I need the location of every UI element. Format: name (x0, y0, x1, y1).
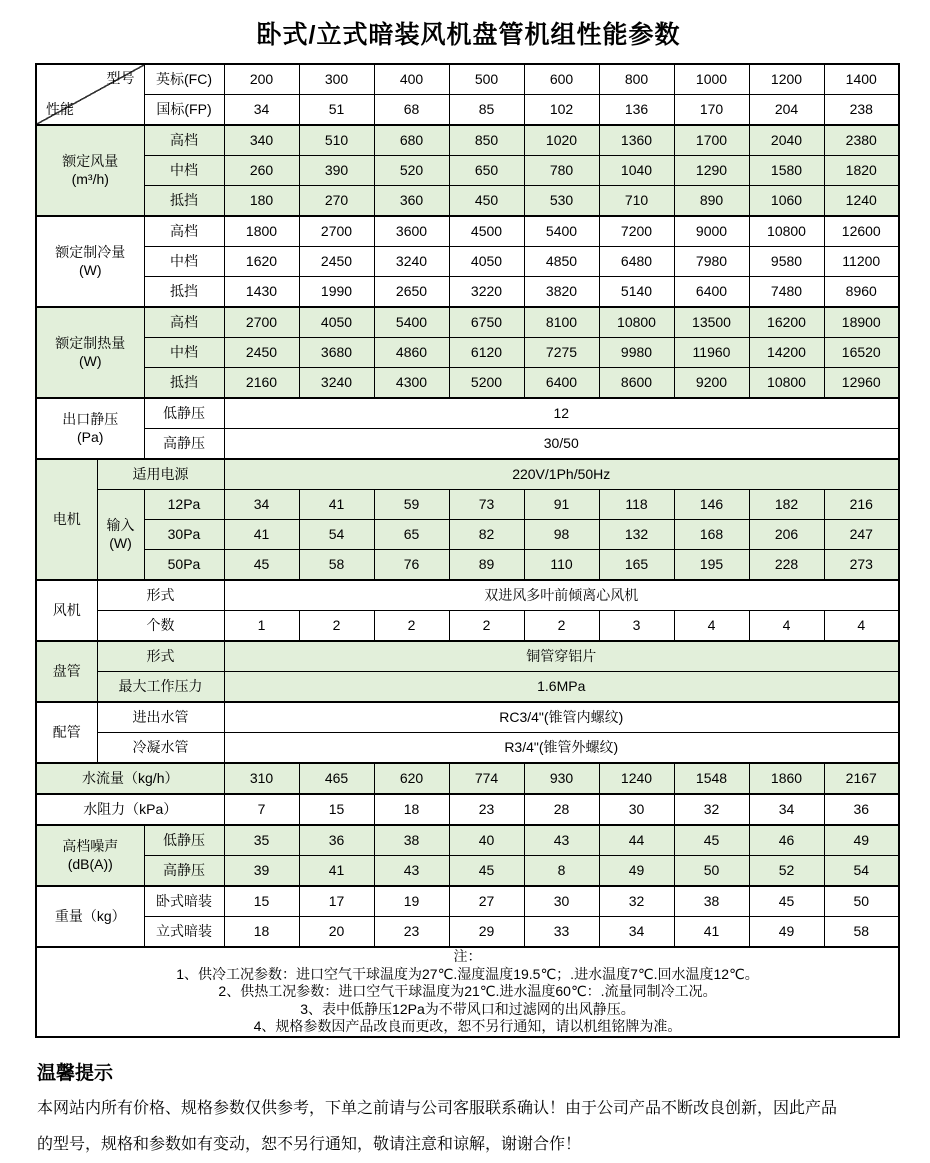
section-label-heating: 额定制热量 (W) (36, 307, 144, 398)
spec-value-cell: 1240 (824, 186, 899, 217)
spec-value-cell: 54 (824, 856, 899, 887)
spec-value-cell: 168 (674, 520, 749, 550)
spec-value-cell: 710 (599, 186, 674, 217)
spec-value-cell: 204 (749, 95, 824, 126)
spec-value-cell: 2700 (299, 216, 374, 247)
spec-value-cell: 19 (374, 886, 449, 917)
row-label: 50Pa (144, 550, 224, 581)
spec-value-cell: 8 (524, 856, 599, 887)
tip-heading: 温馨提示 (37, 1062, 114, 1084)
spec-value-cell: 1548 (674, 763, 749, 794)
spec-value-cell: 6120 (449, 338, 524, 368)
notes-cell (36, 947, 899, 1037)
spec-value-cell: 52 (749, 856, 824, 887)
section-label-water-flow: 水流量（kg/h） (36, 763, 224, 794)
spec-value-cell: 2 (299, 611, 374, 642)
spec-value-cell: 34 (749, 794, 824, 825)
row-label: 低静压 (144, 825, 224, 856)
spec-value-cell: 182 (749, 490, 824, 520)
spec-value-cell: 2 (374, 611, 449, 642)
row-label: 适用电源 (97, 459, 224, 490)
spec-value-cell: 43 (374, 856, 449, 887)
row-label: 中档 (144, 338, 224, 368)
row-label: 高档 (144, 125, 224, 156)
spec-value-cell: 9200 (674, 368, 749, 399)
spec-value-cell: 36 (299, 825, 374, 856)
spec-value-cell: 68 (374, 95, 449, 126)
spec-value-cell: 9980 (599, 338, 674, 368)
spec-value-cell: 23 (449, 794, 524, 825)
spec-value-cell: 1040 (599, 156, 674, 186)
spec-value-cell: 216 (824, 490, 899, 520)
section-label-water-resistance: 水阻力（kPa） (36, 794, 224, 825)
spec-value-cell: 49 (599, 856, 674, 887)
spec-value-cell: 2 (449, 611, 524, 642)
spec-value-cell: 40 (449, 825, 524, 856)
spec-value-cell: 9580 (749, 247, 824, 277)
section-label-cooling: 额定制冷量 (W) (36, 216, 144, 307)
spec-value-cell: 600 (524, 64, 599, 95)
spec-value-cell: 91 (524, 490, 599, 520)
spec-value-cell: 206 (749, 520, 824, 550)
spec-value-cell: 118 (599, 490, 674, 520)
section-label-piping: 配管 (36, 702, 97, 763)
spec-value-cell: 2700 (224, 307, 299, 338)
spec-value-cell: 5400 (524, 216, 599, 247)
row-label: 高静压 (144, 856, 224, 887)
spec-value-cell: 247 (824, 520, 899, 550)
spec-value-cell: 3600 (374, 216, 449, 247)
spec-value-cell: 270 (299, 186, 374, 217)
row-label: 中档 (144, 247, 224, 277)
spec-value-cell: 98 (524, 520, 599, 550)
spec-value-cell: 800 (599, 64, 674, 95)
spec-value-cell: 650 (449, 156, 524, 186)
note-line: 注： (453, 948, 482, 964)
spec-value-cell: 4860 (374, 338, 449, 368)
spec-value-cell: 1 (224, 611, 299, 642)
spec-value-cell: 73 (449, 490, 524, 520)
spec-value-cell: 2040 (749, 125, 824, 156)
note-line: 4、规格参数因产品改良而更改，恕不另行通知，请以机组铭牌为准。 (253, 1018, 682, 1034)
span-value: 1.6MPa (224, 672, 899, 703)
spec-value-cell: 1000 (674, 64, 749, 95)
spec-value-cell: 4050 (299, 307, 374, 338)
spec-value-cell: 930 (524, 763, 599, 794)
spec-value-cell: 4 (824, 611, 899, 642)
section-label-static-pressure: 出口静压 (Pa) (36, 398, 144, 459)
spec-value-cell: 1060 (749, 186, 824, 217)
spec-value-cell: 165 (599, 550, 674, 581)
span-value: 12 (224, 398, 899, 429)
spec-value-cell: 2380 (824, 125, 899, 156)
spec-value-cell: 12960 (824, 368, 899, 399)
spec-value-cell: 450 (449, 186, 524, 217)
spec-value-cell: 6400 (524, 368, 599, 399)
row-label: 30Pa (144, 520, 224, 550)
spec-value-cell: 39 (224, 856, 299, 887)
spec-value-cell: 146 (674, 490, 749, 520)
spec-value-cell: 1290 (674, 156, 749, 186)
spec-value-cell: 8600 (599, 368, 674, 399)
spec-value-cell: 27 (449, 886, 524, 917)
corner-cell (36, 64, 144, 125)
note-line: 1、供冷工况参数：进口空气干球温度为27℃.湿度温度19.5℃；.进水温度7℃.回水温度12℃。 (176, 965, 759, 982)
span-value: 30/50 (224, 429, 899, 460)
spec-value-cell: 34 (224, 490, 299, 520)
spec-value-cell: 4 (674, 611, 749, 642)
spec-value-cell: 400 (374, 64, 449, 95)
row-label: 冷凝水管 (97, 733, 224, 764)
spec-value-cell: 76 (374, 550, 449, 581)
spec-value-cell: 4500 (449, 216, 524, 247)
spec-value-cell: 15 (299, 794, 374, 825)
spec-value-cell: 30 (524, 886, 599, 917)
spec-value-cell: 5200 (449, 368, 524, 399)
spec-value-cell: 1860 (749, 763, 824, 794)
row-label: 抵挡 (144, 186, 224, 217)
corner-label-performance: 性能 (46, 100, 74, 117)
spec-value-cell: 1400 (824, 64, 899, 95)
spec-value-cell: 51 (299, 95, 374, 126)
spec-value-cell: 132 (599, 520, 674, 550)
spec-value-cell: 65 (374, 520, 449, 550)
spec-value-cell: 18 (374, 794, 449, 825)
spec-table (35, 63, 900, 1038)
spec-value-cell: 58 (824, 917, 899, 948)
spec-value-cell: 11200 (824, 247, 899, 277)
row-label: 低静压 (144, 398, 224, 429)
row-label: 个数 (97, 611, 224, 642)
spec-value-cell: 10800 (599, 307, 674, 338)
spec-value-cell: 18 (224, 917, 299, 948)
spec-value-cell: 46 (749, 825, 824, 856)
spec-value-cell: 780 (524, 156, 599, 186)
spec-value-cell: 300 (299, 64, 374, 95)
spec-value-cell: 10800 (749, 216, 824, 247)
row-label: 中档 (144, 156, 224, 186)
spec-value-cell: 1430 (224, 277, 299, 308)
spec-value-cell: 20 (299, 917, 374, 948)
spec-value-cell: 34 (599, 917, 674, 948)
spec-value-cell: 14200 (749, 338, 824, 368)
spec-value-cell: 50 (824, 886, 899, 917)
page-title: 卧式/立式暗装风机盘管机组性能参数 (256, 21, 681, 49)
section-label-weight: 重量（kg） (36, 886, 144, 947)
spec-value-cell: 3240 (299, 368, 374, 399)
spec-value-cell: 510 (299, 125, 374, 156)
span-value: 铜管穿铝片 (224, 641, 899, 672)
row-label: 进出水管 (97, 702, 224, 733)
spec-value-cell: 2450 (224, 338, 299, 368)
spec-value-cell: 102 (524, 95, 599, 126)
corner-label-model: 型号 (106, 70, 135, 86)
row-label: 高档 (144, 307, 224, 338)
spec-value-cell: 82 (449, 520, 524, 550)
spec-value-cell: 12600 (824, 216, 899, 247)
spec-value-cell: 1020 (524, 125, 599, 156)
spec-value-cell: 41 (224, 520, 299, 550)
spec-value-cell: 45 (749, 886, 824, 917)
spec-value-cell: 2160 (224, 368, 299, 399)
spec-value-cell: 360 (374, 186, 449, 217)
section-label-noise: 高档噪声 (dB(A)) (36, 825, 144, 886)
section-label-fan: 风机 (36, 580, 97, 641)
spec-value-cell: 2 (524, 611, 599, 642)
sub-label-input: 输入 (W) (97, 490, 144, 581)
spec-value-cell: 273 (824, 550, 899, 581)
spec-value-cell: 200 (224, 64, 299, 95)
page (0, 15, 902, 1163)
spec-value-cell: 3820 (524, 277, 599, 308)
spec-value-cell: 13500 (674, 307, 749, 338)
spec-value-cell: 238 (824, 95, 899, 126)
spec-value-cell: 2450 (299, 247, 374, 277)
spec-value-cell: 620 (374, 763, 449, 794)
spec-value-cell: 7275 (524, 338, 599, 368)
spec-value-cell: 1990 (299, 277, 374, 308)
row-header-fc: 英标(FC) (144, 64, 224, 95)
span-value: R3/4"(锥管外螺纹) (224, 733, 899, 764)
spec-value-cell: 41 (299, 856, 374, 887)
spec-value-cell: 890 (674, 186, 749, 217)
span-value: 双进风多叶前倾离心风机 (224, 580, 899, 611)
spec-value-cell: 49 (749, 917, 824, 948)
row-label: 最大工作压力 (97, 672, 224, 703)
section-label-motor: 电机 (36, 459, 97, 580)
spec-value-cell: 35 (224, 825, 299, 856)
spec-value-cell: 228 (749, 550, 824, 581)
spec-value-cell: 54 (299, 520, 374, 550)
row-label: 抵挡 (144, 368, 224, 399)
row-label: 卧式暗装 (144, 886, 224, 917)
spec-value-cell: 8100 (524, 307, 599, 338)
spec-value-cell: 340 (224, 125, 299, 156)
spec-value-cell: 5400 (374, 307, 449, 338)
row-label: 抵挡 (144, 277, 224, 308)
spec-value-cell: 45 (224, 550, 299, 581)
spec-value-cell: 5140 (599, 277, 674, 308)
row-label: 立式暗装 (144, 917, 224, 948)
note-line: 3、表中低静压12Pa为不带风口和过滤网的出风静压。 (300, 1000, 635, 1017)
spec-value-cell: 6400 (674, 277, 749, 308)
spec-value-cell: 1200 (749, 64, 824, 95)
section-label-airflow: 额定风量 (m³/h) (36, 125, 144, 216)
spec-value-cell: 4850 (524, 247, 599, 277)
spec-value-cell: 7200 (599, 216, 674, 247)
spec-value-cell: 1820 (824, 156, 899, 186)
spec-value-cell: 49 (824, 825, 899, 856)
span-value: 220V/1Ph/50Hz (224, 459, 899, 490)
spec-value-cell: 680 (374, 125, 449, 156)
spec-value-cell: 50 (674, 856, 749, 887)
spec-value-cell: 23 (374, 917, 449, 948)
spec-value-cell: 3 (599, 611, 674, 642)
spec-value-cell: 2167 (824, 763, 899, 794)
spec-value-cell: 17 (299, 886, 374, 917)
spec-value-cell: 38 (674, 886, 749, 917)
tip-body: 本网站内所有价格、规格参数仅供参考，下单之前请与公司客服联系确认！由于公司产品不断改良创新，因此产品的型号，规格和参数如有变动，恕不另行通知，敬请注意和谅解，谢谢合作！ (37, 1099, 838, 1153)
spec-value-cell: 11960 (674, 338, 749, 368)
spec-value-cell: 34 (224, 95, 299, 126)
spec-value-cell: 3220 (449, 277, 524, 308)
spec-value-cell: 1700 (674, 125, 749, 156)
row-label: 高静压 (144, 429, 224, 460)
spec-value-cell: 4300 (374, 368, 449, 399)
spec-value-cell: 6750 (449, 307, 524, 338)
spec-value-cell: 58 (299, 550, 374, 581)
spec-value-cell: 16200 (749, 307, 824, 338)
spec-value-cell: 36 (824, 794, 899, 825)
spec-value-cell: 310 (224, 763, 299, 794)
spec-value-cell: 41 (674, 917, 749, 948)
spec-value-cell: 2650 (374, 277, 449, 308)
spec-value-cell: 1240 (599, 763, 674, 794)
spec-value-cell: 10800 (749, 368, 824, 399)
spec-value-cell: 32 (599, 886, 674, 917)
spec-value-cell: 4 (749, 611, 824, 642)
spec-table-body (36, 64, 899, 1037)
spec-value-cell: 45 (674, 825, 749, 856)
spec-value-cell: 7480 (749, 277, 824, 308)
spec-value-cell: 7980 (674, 247, 749, 277)
spec-value-cell: 43 (524, 825, 599, 856)
spec-value-cell: 195 (674, 550, 749, 581)
spec-value-cell: 33 (524, 917, 599, 948)
spec-value-cell: 1580 (749, 156, 824, 186)
spec-value-cell: 3240 (374, 247, 449, 277)
spec-value-cell: 1620 (224, 247, 299, 277)
spec-value-cell: 41 (299, 490, 374, 520)
spec-value-cell: 15 (224, 886, 299, 917)
spec-value-cell: 850 (449, 125, 524, 156)
note-line: 2、供热工况参数：进口空气干球温度为21℃.进水温度60℃：.流量同制冷工况。 (218, 983, 717, 999)
spec-value-cell: 38 (374, 825, 449, 856)
spec-value-cell: 7 (224, 794, 299, 825)
spec-value-cell: 3680 (299, 338, 374, 368)
spec-value-cell: 16520 (824, 338, 899, 368)
row-label: 形式 (97, 641, 224, 672)
spec-value-cell: 85 (449, 95, 524, 126)
spec-value-cell: 9000 (674, 216, 749, 247)
row-header-fp: 国标(FP) (144, 95, 224, 126)
row-label: 形式 (97, 580, 224, 611)
spec-value-cell: 530 (524, 186, 599, 217)
spec-value-cell: 8960 (824, 277, 899, 308)
row-label: 12Pa (144, 490, 224, 520)
spec-value-cell: 45 (449, 856, 524, 887)
span-value: RC3/4"(锥管内螺纹) (224, 702, 899, 733)
spec-value-cell: 4050 (449, 247, 524, 277)
spec-value-cell: 465 (299, 763, 374, 794)
spec-value-cell: 28 (524, 794, 599, 825)
spec-value-cell: 6480 (599, 247, 674, 277)
spec-value-cell: 110 (524, 550, 599, 581)
spec-value-cell: 520 (374, 156, 449, 186)
spec-value-cell: 180 (224, 186, 299, 217)
spec-value-cell: 18900 (824, 307, 899, 338)
spec-value-cell: 32 (674, 794, 749, 825)
spec-value-cell: 170 (674, 95, 749, 126)
row-label: 高档 (144, 216, 224, 247)
spec-value-cell: 774 (449, 763, 524, 794)
spec-value-cell: 29 (449, 917, 524, 948)
spec-value-cell: 1360 (599, 125, 674, 156)
section-label-coil: 盘管 (36, 641, 97, 702)
spec-value-cell: 89 (449, 550, 524, 581)
spec-value-cell: 390 (299, 156, 374, 186)
spec-value-cell: 500 (449, 64, 524, 95)
spec-value-cell: 59 (374, 490, 449, 520)
spec-value-cell: 136 (599, 95, 674, 126)
spec-value-cell: 44 (599, 825, 674, 856)
spec-value-cell: 1800 (224, 216, 299, 247)
spec-value-cell: 30 (599, 794, 674, 825)
spec-value-cell: 260 (224, 156, 299, 186)
